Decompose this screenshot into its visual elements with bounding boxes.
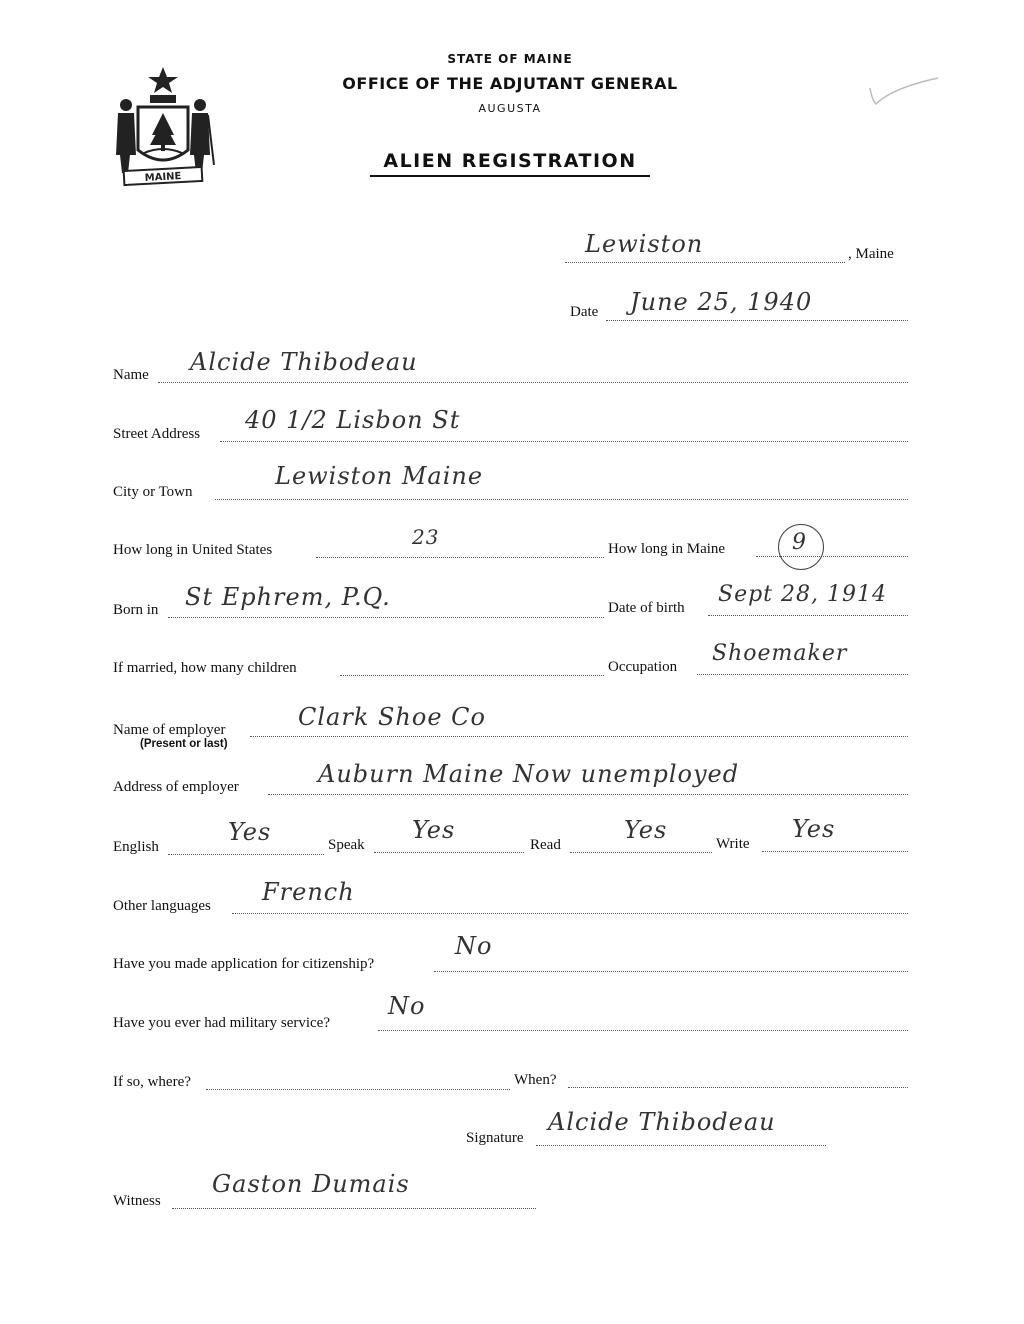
signature-value: Alcide Thibodeau [548,1108,776,1136]
witness-line [172,1208,536,1209]
born-in-value: St Ephrem, P.Q. [185,583,391,611]
employer-address-value: Auburn Maine Now unemployed [318,760,740,788]
military-label: Have you ever had military service? [113,1015,330,1031]
english-value: Yes [228,818,272,846]
when-line [568,1087,908,1088]
other-languages-line [232,913,908,914]
witness-label: Witness [113,1193,161,1209]
occupation-line [697,674,908,675]
title-underline [370,175,650,177]
us-duration-label: How long in United States [113,542,273,558]
date-label: Date [570,304,599,320]
speak-value: Yes [412,816,456,844]
header-office: OFFICE OF THE ADJUTANT GENERAL [342,74,678,93]
write-value: Yes [792,815,836,843]
employer-value: Clark Shoe Co [298,703,486,731]
children-label: If married, how many children [113,660,297,676]
street-label: Street Address [113,426,201,442]
other-languages-label: Other languages [113,898,211,914]
place-line [565,262,845,263]
maine-duration-label: How long in Maine [608,541,726,557]
citizenship-line [434,971,908,972]
header-city: AUGUSTA [478,102,542,115]
read-value: Yes [624,816,668,844]
when-label: When? [514,1072,557,1088]
witness-value: Gaston Dumais [212,1170,410,1198]
us-duration-line [316,557,604,558]
us-duration-value: 23 [412,525,440,549]
street-value: 40 1/2 Lisbon St [245,406,461,434]
born-in-label: Born in [113,602,159,618]
header-state: STATE OF MAINE [447,52,573,66]
citizenship-value: No [455,932,493,960]
employer-line [250,736,908,737]
seal-banner-text: MAINE [144,171,182,184]
where-line [206,1089,510,1090]
name-value: Alcide Thibodeau [190,348,418,376]
dob-label: Date of birth [608,600,685,616]
english-label: English [113,839,159,855]
maine-duration-line [756,556,908,557]
military-line [378,1030,908,1031]
where-label: If so, where? [113,1074,191,1090]
write-label: Write [716,836,750,852]
date-value: June 25, 1940 [630,288,813,316]
citizenship-label: Have you made application for citizenship? [113,956,375,972]
other-languages-value: French [262,878,355,906]
write-line [762,851,908,852]
speak-line [374,852,524,853]
date-line [606,320,908,321]
english-line [168,854,324,855]
speak-label: Speak [328,837,365,853]
employer-address-label: Address of employer [113,779,239,795]
city-label: City or Town [113,484,193,500]
read-label: Read [530,837,561,853]
employer-sublabel: (Present or last) [140,738,228,750]
occupation-label: Occupation [608,659,678,675]
street-line [220,441,908,442]
place-suffix: , Maine [848,246,894,262]
occupation-value: Shoemaker [712,641,848,666]
place-value: Lewiston [585,230,704,258]
dob-value: Sept 28, 1914 [718,582,887,607]
form-title: ALIEN REGISTRATION [383,150,637,172]
children-line [340,675,604,676]
signature-line [536,1145,826,1146]
name-label: Name [113,367,149,383]
dob-line [708,615,908,616]
military-value: No [388,992,426,1020]
read-line [570,852,712,853]
employer-label: Name of employer [113,722,226,738]
name-line [158,382,908,383]
signature-label: Signature [466,1130,524,1146]
city-line [215,499,908,500]
employer-address-line [268,794,908,795]
born-in-line [168,617,604,618]
maine-duration-value: 9 [792,530,807,555]
city-value: Lewiston Maine [275,462,484,490]
